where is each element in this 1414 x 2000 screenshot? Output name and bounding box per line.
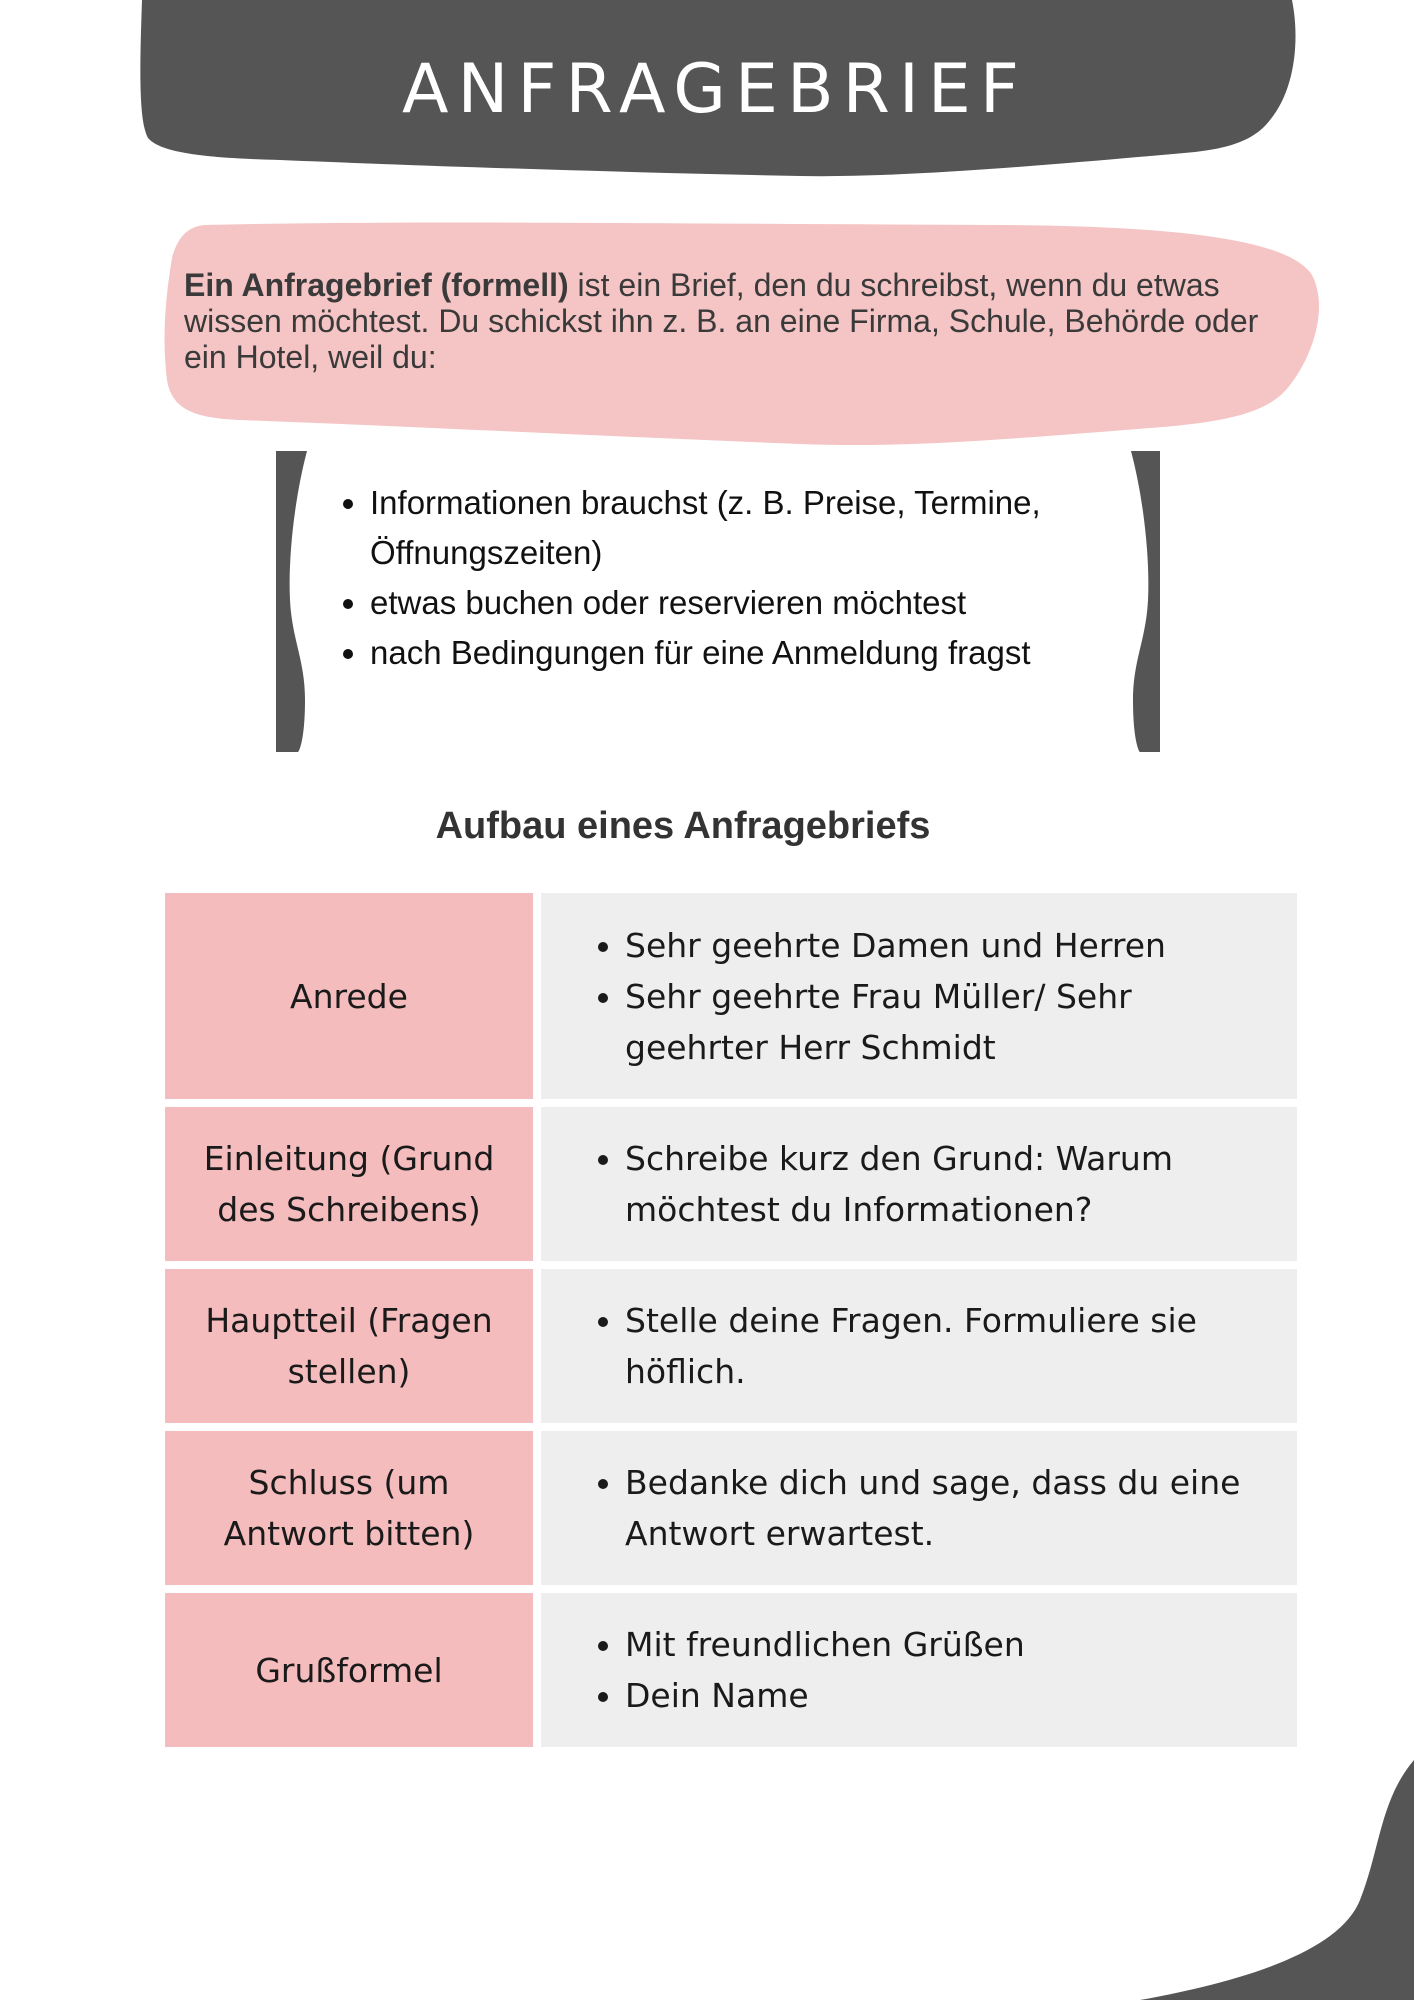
detail-item: • Dein Name	[625, 1670, 1025, 1721]
detail-item: • Sehr geehrte Damen und Herren	[625, 920, 1281, 971]
page-title: ANFRAGEBRIEF	[401, 50, 1028, 129]
part-cell: Grußformel	[165, 1593, 533, 1747]
intro-bold-lead: Ein Anfragebrief (formell)	[184, 267, 569, 303]
detail-item: • Bedanke dich und sage, dass du eine Antwort erwartest.	[625, 1457, 1281, 1559]
table-row	[165, 1593, 1297, 1747]
reason-list	[322, 478, 1160, 678]
detail-item: • Stelle deine Fragen. Formuliere sie höflich.	[625, 1295, 1281, 1397]
intro-text	[184, 267, 1304, 375]
detail-cell	[541, 1107, 1297, 1261]
reason-item: • nach Bedingungen für eine Anmeldung fragst	[370, 628, 1160, 678]
table-row	[165, 1431, 1297, 1585]
table-row	[165, 1107, 1297, 1261]
part-cell: Anrede	[165, 893, 533, 1099]
left-bracket	[276, 451, 307, 752]
detail-cell	[541, 1593, 1297, 1747]
corner-shape	[1140, 1760, 1414, 2000]
detail-cell	[541, 1431, 1297, 1585]
table-row	[165, 1269, 1297, 1423]
detail-cell	[541, 893, 1297, 1099]
reason-item: • etwas buchen oder reservieren möchtest	[370, 578, 1160, 628]
detail-cell	[541, 1269, 1297, 1423]
reason-item: • Informationen brauchst (z. B. Preise, Termine, Öffnungszeiten)	[370, 478, 1160, 578]
table-row	[165, 893, 1297, 1099]
intro-body: ist ein Brief, den du schreibst, wenn du etwas wissen möchtest. Du schickst ihn z. B. an eine Firma, Schule, Behörde oder ein Hotel, weil du:	[184, 267, 1259, 375]
part-cell: Einleitung (Grund des Schreibens)	[165, 1107, 533, 1261]
detail-item: • Mit freundlichen Grüßen	[625, 1619, 1025, 1670]
detail-item: • Schreibe kurz den Grund: Warum möchtest du Informationen?	[625, 1133, 1281, 1235]
section-title: Aufbau eines Anfragebriefs	[435, 805, 931, 847]
part-cell: Schluss (um Antwort bitten)	[165, 1431, 533, 1585]
structure-table	[165, 893, 1297, 1755]
part-cell: Hauptteil (Fragen stellen)	[165, 1269, 533, 1423]
detail-item: • Sehr geehrte Frau Müller/ Sehr geehrter Herr Schmidt	[625, 971, 1281, 1073]
